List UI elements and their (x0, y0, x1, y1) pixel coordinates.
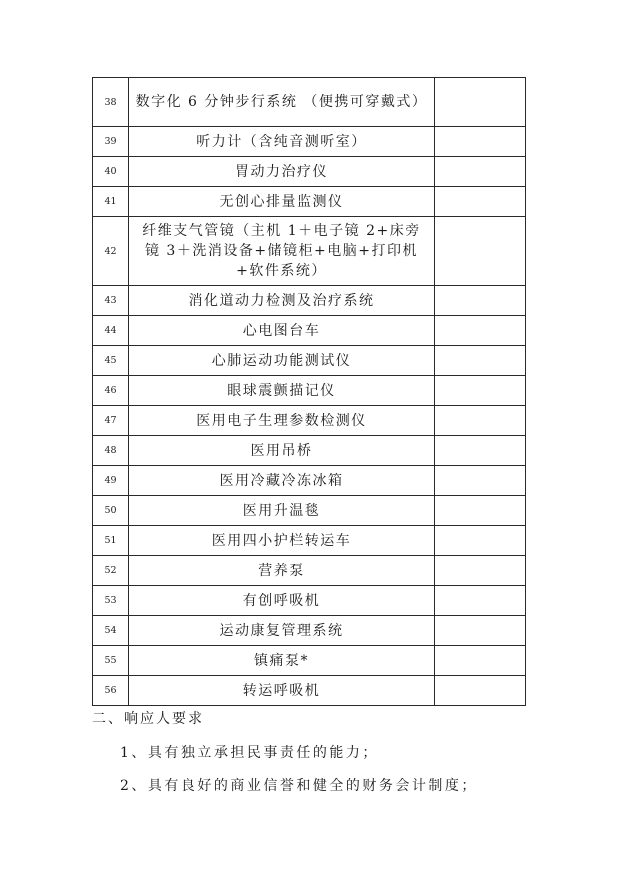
empty-cell (435, 466, 526, 496)
table-row (93, 127, 526, 157)
empty-cell (435, 78, 526, 127)
empty-cell (435, 496, 526, 526)
row-number: 52 (93, 556, 129, 586)
equipment-name: 眼球震颤描记仪 (129, 376, 435, 406)
empty-cell (435, 127, 526, 157)
row-number: 44 (93, 316, 129, 346)
row-number: 56 (93, 676, 129, 706)
table-row (93, 466, 526, 496)
row-number: 53 (93, 586, 129, 616)
row-number: 50 (93, 496, 129, 526)
table-row (93, 376, 526, 406)
equipment-name: 纤维支气管镜（主机 1＋电子镜 2+床旁镜 3＋洗消设备+储镜柜+电脑+打印机+软件系统） (129, 217, 435, 286)
table-row (93, 526, 526, 556)
table-row (93, 157, 526, 187)
empty-cell (435, 376, 526, 406)
empty-cell (435, 676, 526, 706)
requirement-item: 1、具有独立承担民事责任的能力； (120, 745, 379, 761)
empty-cell (435, 616, 526, 646)
row-number: 55 (93, 646, 129, 676)
equipment-name: 无创心排量监测仪 (129, 187, 435, 217)
equipment-name: 心肺运动功能测试仪 (129, 346, 435, 376)
equipment-name: 医用冷藏冷冻冰箱 (129, 466, 435, 496)
table-row (93, 406, 526, 436)
equipment-name: 医用四小护栏转运车 (129, 526, 435, 556)
requirement-item: 2、具有良好的商业信誉和健全的财务会计制度； (120, 778, 478, 794)
table-row (93, 586, 526, 616)
section-heading: 二、响应人要求 (92, 711, 204, 727)
row-number: 43 (93, 286, 129, 316)
equipment-name: 镇痛泵* (129, 646, 435, 676)
empty-cell (435, 316, 526, 346)
table-row (93, 187, 526, 217)
empty-cell (435, 217, 526, 286)
row-number: 47 (93, 406, 129, 436)
equipment-name: 胃动力治疗仪 (129, 157, 435, 187)
empty-cell (435, 646, 526, 676)
row-number: 41 (93, 187, 129, 217)
equipment-name: 数字化 6 分钟步行系统 （便携可穿戴式） (129, 78, 435, 127)
table-row (93, 556, 526, 586)
row-number: 54 (93, 616, 129, 646)
empty-cell (435, 556, 526, 586)
empty-cell (435, 286, 526, 316)
row-number: 38 (93, 78, 129, 127)
empty-cell (435, 157, 526, 187)
equipment-table (92, 77, 526, 706)
equipment-name: 听力计（含纯音测听室） (129, 127, 435, 157)
empty-cell (435, 187, 526, 217)
table-row (93, 286, 526, 316)
empty-cell (435, 526, 526, 556)
table-row (93, 346, 526, 376)
row-number: 40 (93, 157, 129, 187)
equipment-name: 转运呼吸机 (129, 676, 435, 706)
table-row (93, 436, 526, 466)
table-row (93, 316, 526, 346)
table-row (93, 676, 526, 706)
table-row (93, 217, 526, 286)
equipment-name: 医用升温毯 (129, 496, 435, 526)
empty-cell (435, 586, 526, 616)
row-number: 49 (93, 466, 129, 496)
equipment-name: 心电图台车 (129, 316, 435, 346)
empty-cell (435, 346, 526, 376)
equipment-name: 有创呼吸机 (129, 586, 435, 616)
row-number: 42 (93, 217, 129, 286)
equipment-name: 运动康复管理系统 (129, 616, 435, 646)
table-row (93, 78, 526, 127)
equipment-name: 医用吊桥 (129, 436, 435, 466)
table-row (93, 616, 526, 646)
table-row (93, 646, 526, 676)
empty-cell (435, 436, 526, 466)
empty-cell (435, 406, 526, 436)
equipment-name: 消化道动力检测及治疗系统 (129, 286, 435, 316)
row-number: 48 (93, 436, 129, 466)
row-number: 45 (93, 346, 129, 376)
equipment-name: 营养泵 (129, 556, 435, 586)
equipment-name: 医用电子生理参数检测仪 (129, 406, 435, 436)
row-number: 39 (93, 127, 129, 157)
table-row (93, 496, 526, 526)
row-number: 46 (93, 376, 129, 406)
row-number: 51 (93, 526, 129, 556)
